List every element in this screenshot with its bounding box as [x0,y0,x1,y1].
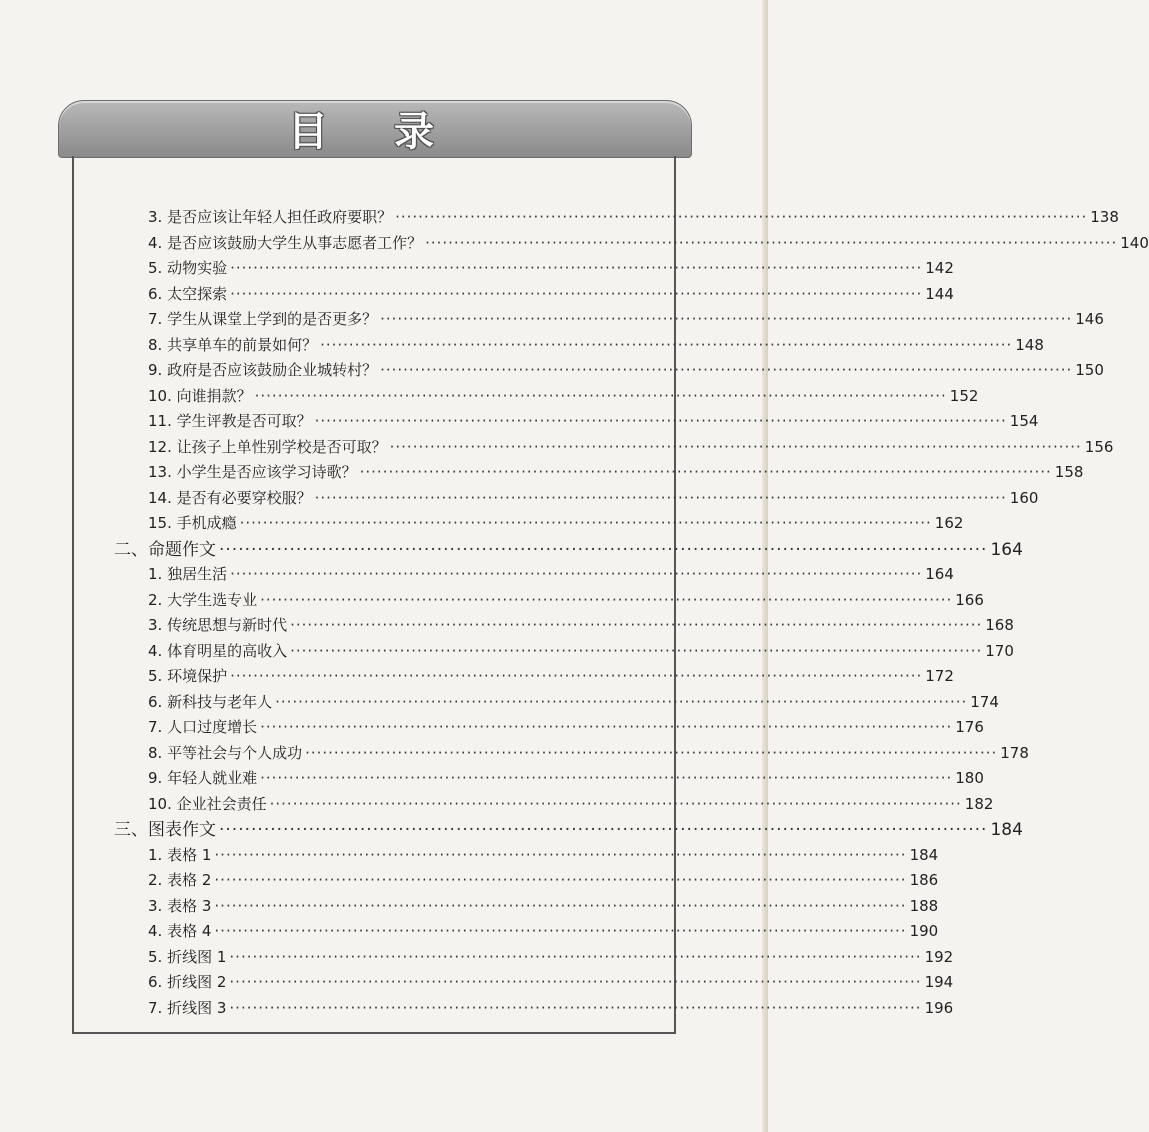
toc-page-number: 168 [985,616,1014,634]
toc-row[interactable] [148,308,1104,328]
toc-page-number: 194 [924,973,954,991]
toc-page-number: 188 [909,896,939,915]
toc-page-number: 176 [955,718,984,736]
dot-leader: ························································································································ [290,616,983,634]
toc-row[interactable] [148,334,1044,354]
toc-row[interactable] [148,385,979,405]
toc-page-number: 172 [925,667,954,685]
toc-entry-title: 9. 政府是否应该鼓励企业城转村？ [148,361,378,379]
toc-page-number: 138 [1090,208,1119,226]
dot-leader: ························································································································ [260,769,953,787]
toc-row[interactable] [148,436,1114,456]
toc-row[interactable] [148,716,984,736]
dot-leader: ························································································································ [425,233,1118,252]
toc-page-number: 146 [1075,310,1104,328]
dot-leader: ························································································································ [214,845,907,864]
toc-entry-title: 7. 人口过度增长 [148,718,258,736]
toc-entry-title: 6. 折线图 2 [148,973,227,991]
toc-page-number: 144 [925,284,954,303]
dot-leader: ························································································································ [230,259,923,277]
dot-leader: ························································································································ [395,208,1088,226]
dot-leader: ························································································································ [230,667,923,685]
toc-entry-title: 8. 平等社会与个人成功 [148,743,303,762]
toc-frame [72,156,1149,1034]
toc-entry-title: 9. 年轻人就业难 [148,769,258,787]
dot-leader: ························································································································ [229,998,922,1017]
toc-page-number: 174 [970,692,999,711]
toc-entry-title: 4. 表格 4 [148,922,212,940]
toc-page-number: 150 [1075,361,1104,379]
toc-section-row[interactable] [114,535,1023,560]
toc-page-number: 148 [1015,335,1044,354]
toc-entry-title: 15. 手机成瘾 [148,514,237,532]
dot-leader: ························································································································ [219,820,988,840]
toc-entry-title: 4. 体育明星的高收入 [148,641,288,660]
toc-row[interactable] [148,895,939,915]
dot-leader: ························································································································ [260,590,953,609]
toc-page-number: 140 [1120,233,1149,252]
toc-row[interactable] [148,487,1039,507]
toc-page-number: 180 [955,769,984,787]
dot-leader: ························································································································ [229,973,922,991]
toc-row[interactable] [148,512,964,532]
toc-page-number: 158 [1054,463,1084,481]
toc-entry-title: 3. 是否应该让年轻人担任政府要职？ [148,208,393,226]
toc-entry-title: 12. 让孩子上单性别学校是否可取？ [148,437,387,456]
dot-leader: ························································································································ [305,743,998,762]
toc-page-number: 178 [1000,743,1029,762]
toc-page-number: 156 [1084,437,1114,456]
toc-entry-title: 三、图表作文 [114,820,216,840]
toc-page-number: 190 [909,922,939,940]
toc-row[interactable] [148,461,1084,481]
dot-leader: ························································································································ [380,310,1073,328]
dot-leader: ························································································································ [229,947,922,966]
toc-page-number: 196 [924,998,954,1017]
toc-page-number: 154 [1009,412,1039,430]
dot-leader: ························································································································ [260,718,953,736]
toc-entry-title: 5. 动物实验 [148,259,228,277]
toc-entry-title: 4. 是否应该鼓励大学生从事志愿者工作？ [148,233,423,252]
dot-leader: ························································································································ [380,361,1073,379]
dot-leader: ························································································································ [290,641,983,660]
toc-page-number: 192 [924,947,954,966]
toc-page-number: 152 [949,386,979,405]
toc-page-number: 184 [990,820,1023,840]
toc-row[interactable] [148,410,1039,430]
toc-entry-title: 13. 小学生是否应该学习诗歌？ [148,463,357,481]
toc-row[interactable] [148,359,1104,379]
toc-row[interactable] [148,283,954,303]
toc-page-number: 164 [925,565,954,583]
toc-row[interactable] [148,640,1014,660]
dot-leader: ························································································································ [214,896,907,915]
toc-page-number: 166 [955,590,984,609]
toc-page-number: 184 [909,845,939,864]
dot-leader: ························································································································ [254,386,947,405]
toc-row[interactable] [148,232,1149,252]
dot-leader: ························································································································ [359,463,1052,481]
toc-row[interactable] [148,869,939,889]
toc-row[interactable] [148,767,984,787]
toc-row[interactable] [148,997,954,1017]
toc-entry-title: 6. 太空探索 [148,284,228,303]
dot-leader: ························································································································ [219,539,988,560]
toc-row[interactable] [148,844,939,864]
toc-entry-title: 1. 表格 1 [148,845,212,864]
toc-row[interactable] [148,920,939,940]
toc-row[interactable] [148,793,994,813]
dot-leader: ························································································································ [269,794,962,813]
toc-row[interactable] [148,563,954,583]
dot-leader: ························································································································ [389,437,1082,456]
toc-section-row[interactable] [114,815,1023,840]
dot-leader: ························································································································ [239,514,932,532]
dot-leader: ························································································································ [314,488,1007,507]
toc-page-number: 186 [909,871,939,889]
dot-leader: ························································································································ [214,871,907,889]
dot-leader: ························································································································ [230,284,923,303]
toc-row[interactable] [148,589,984,609]
dot-leader: ························································································································ [320,335,1013,354]
toc-entry-title: 2. 表格 2 [148,871,212,889]
toc-page-number: 182 [964,794,994,813]
toc-page-number: 162 [934,514,964,532]
toc-entry-title: 7. 学生从课堂上学到的是否更多？ [148,310,378,328]
toc-entry-title: 11. 学生评教是否可取？ [148,412,312,430]
dot-leader: ························································································································ [275,692,968,711]
toc-entry-title: 14. 是否有必要穿校服？ [148,488,312,507]
toc-row[interactable] [148,614,1014,634]
toc-row[interactable] [148,206,1119,226]
toc-row[interactable] [148,971,954,991]
toc-entry-title: 6. 新科技与老年人 [148,692,273,711]
toc-entry-title: 7. 折线图 3 [148,998,227,1017]
toc-row[interactable] [148,691,999,711]
toc-entry-title: 5. 折线图 1 [148,947,227,966]
toc-entry-title: 10. 向谁捐款？ [148,386,252,405]
toc-entry-title: 3. 表格 3 [148,896,212,915]
toc-entry-title: 2. 大学生选专业 [148,590,258,609]
toc-row[interactable] [148,665,954,685]
toc-entry-title: 1. 独居生活 [148,565,228,583]
toc-entry-title: 10. 企业社会责任 [148,794,267,813]
toc-row[interactable] [148,742,1029,762]
toc-row[interactable] [148,946,954,966]
toc-entry-title: 5. 环境保护 [148,667,228,685]
toc-page-number: 164 [990,539,1023,560]
page-title: 目 录 [288,108,460,155]
toc-row[interactable] [148,257,954,277]
dot-leader: ························································································································ [230,565,923,583]
toc-page-number: 142 [925,259,954,277]
toc-entry-title: 3. 传统思想与新时代 [148,616,288,634]
toc-entry-title: 二、命题作文 [114,539,216,560]
toc-page-number: 160 [1009,488,1039,507]
toc-entry-title: 8. 共享单车的前景如何？ [148,335,318,354]
dot-leader: ························································································································ [214,922,907,940]
dot-leader: ························································································································ [314,412,1007,430]
toc-page-number: 170 [985,641,1014,660]
